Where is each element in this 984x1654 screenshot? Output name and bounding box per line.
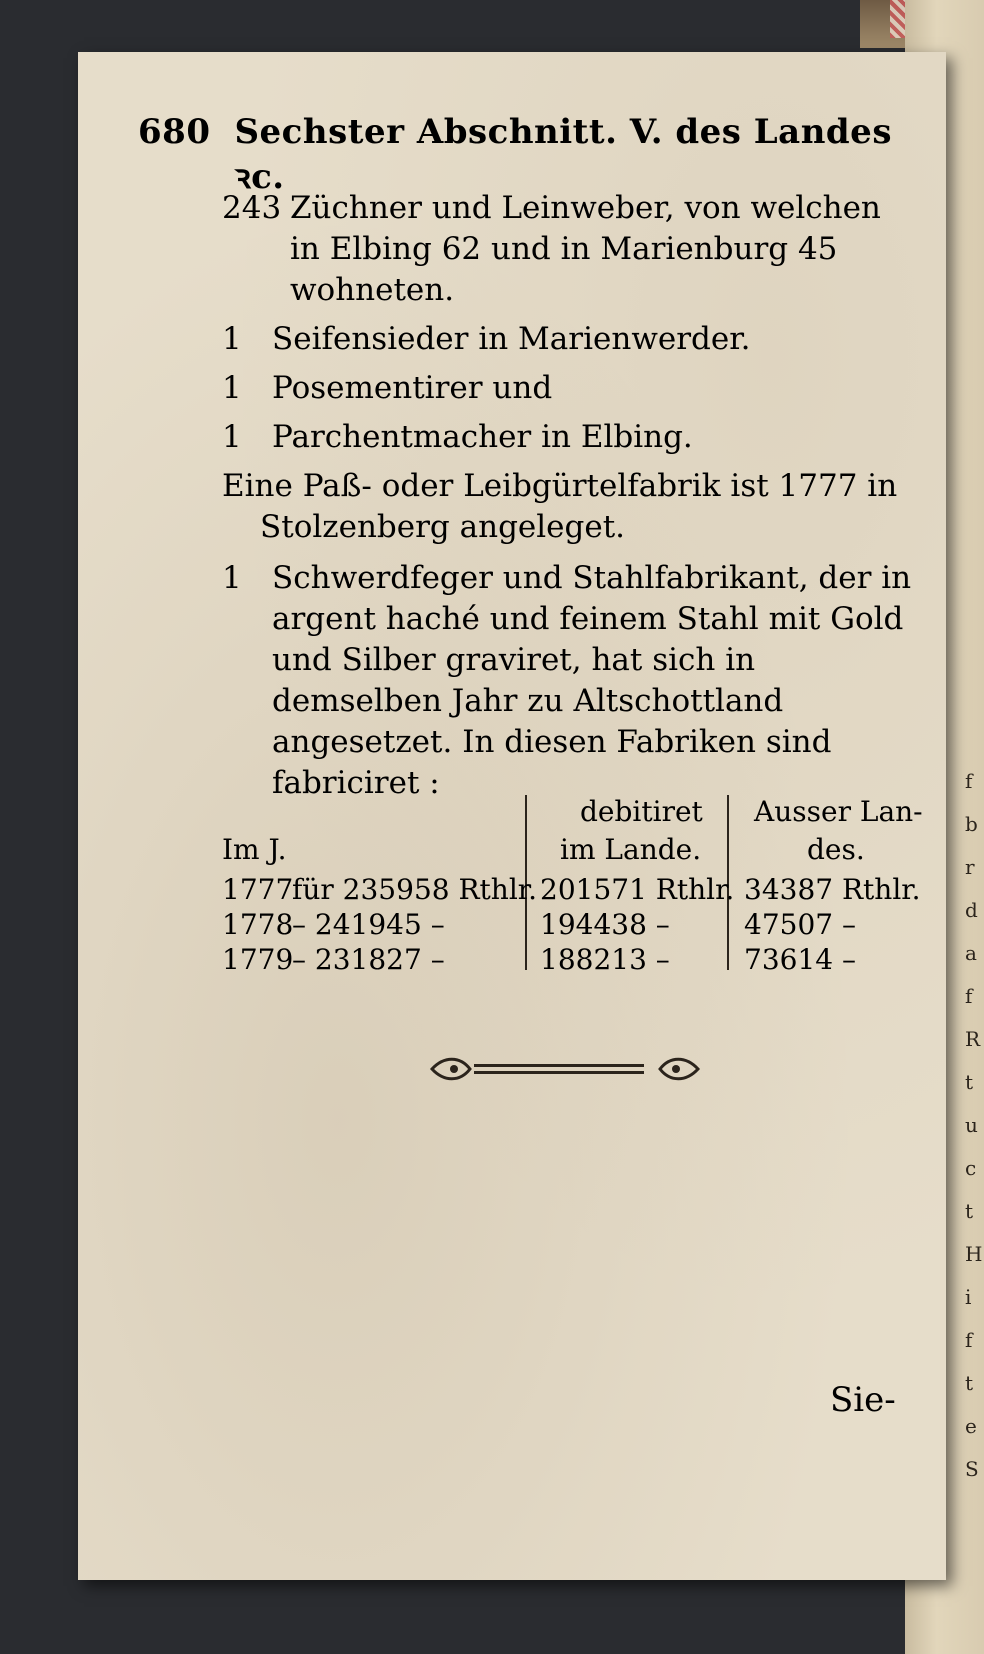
facing-page-glyph: b — [965, 812, 978, 836]
list-item — [222, 417, 912, 458]
facing-page-glyph: R — [965, 1027, 981, 1051]
row-year: 1777 — [222, 873, 294, 906]
facing-page-glyph: H — [965, 1242, 983, 1266]
facing-page-glyph: e — [965, 1414, 977, 1438]
facing-page-glyph: t — [965, 1371, 974, 1395]
row-year: 1778 — [222, 908, 294, 941]
item-quantity: 1 — [222, 560, 242, 596]
facing-page-glyph: r — [965, 855, 975, 879]
header-domestic: debitiret — [580, 795, 703, 828]
facing-page-glyph: t — [965, 1070, 974, 1094]
header-year: Im J. — [222, 833, 287, 866]
running-header — [138, 112, 918, 197]
row-abroad: 47507 – — [744, 908, 856, 941]
item-text: Seifensieder in Marienwerder. — [272, 321, 751, 357]
row-abroad: 73614 – — [744, 943, 856, 976]
item-text: Züchner und Leinweber, von welchen in Elbing 62 und in Marienburg 45 wohneten. — [290, 190, 881, 308]
running-title: Sechster Abschnitt. V. des Landes ꝛc. — [234, 112, 892, 197]
facing-page-text — [965, 760, 984, 1491]
page-number: 680 — [138, 112, 211, 152]
row-year: 1779 — [222, 943, 294, 976]
facing-page-glyph: f — [965, 769, 973, 793]
facing-page-glyph: S — [965, 1457, 979, 1481]
paragraph: Eine Paß- oder Leibgürtelfabrik ist 1777 in Stolzenberg angeleget. — [222, 468, 898, 545]
list-item — [222, 319, 912, 360]
item-text: Schwerdfeger und Stahlfabrikant, der in argent haché und feinem Stahl mit Gold und Silber graviret, hat sich in demselben Jahr zu Altschottland angesetzet. In diesen Fabriken sind fabriciret : — [272, 560, 912, 801]
ornament-divider-icon — [430, 1052, 700, 1086]
row-fabricated: – 231827 – — [292, 943, 445, 976]
facing-page-glyph: d — [965, 898, 978, 922]
facing-page-glyph: a — [965, 941, 977, 965]
item-quantity: 1 — [222, 370, 242, 406]
row-fabricated: – 241945 – — [292, 908, 445, 941]
catchword: Sie- — [830, 1380, 896, 1420]
facing-page-glyph: u — [965, 1113, 978, 1137]
item-quantity: 1 — [222, 321, 242, 357]
item-quantity: 1 — [222, 419, 242, 455]
item-quantity: 243 — [222, 190, 282, 226]
item-text: Parchentmacher in Elbing. — [272, 419, 693, 455]
header-abroad-2: des. — [807, 833, 865, 866]
facing-page-glyph: t — [965, 1199, 974, 1223]
row-fabricated: für 235958 Rthlr. — [292, 873, 537, 906]
list-item — [222, 558, 912, 804]
header-abroad: Ausser Lan- — [754, 795, 923, 828]
facing-page-glyph: f — [965, 1328, 973, 1352]
header-domestic-2: im Lande. — [560, 833, 702, 866]
facing-page-glyph: i — [965, 1285, 972, 1309]
text-body — [222, 188, 912, 812]
facing-page-glyph: c — [965, 1156, 977, 1180]
list-item — [222, 368, 912, 409]
row-domestic: 188213 – — [540, 943, 670, 976]
list-item — [222, 188, 912, 311]
facing-page-glyph: f — [965, 984, 973, 1008]
row-domestic: 201571 Rthlr. — [540, 873, 735, 906]
row-abroad: 34387 Rthlr. — [744, 873, 921, 906]
row-domestic: 194438 – — [540, 908, 670, 941]
item-text: Posementirer und — [272, 370, 553, 406]
